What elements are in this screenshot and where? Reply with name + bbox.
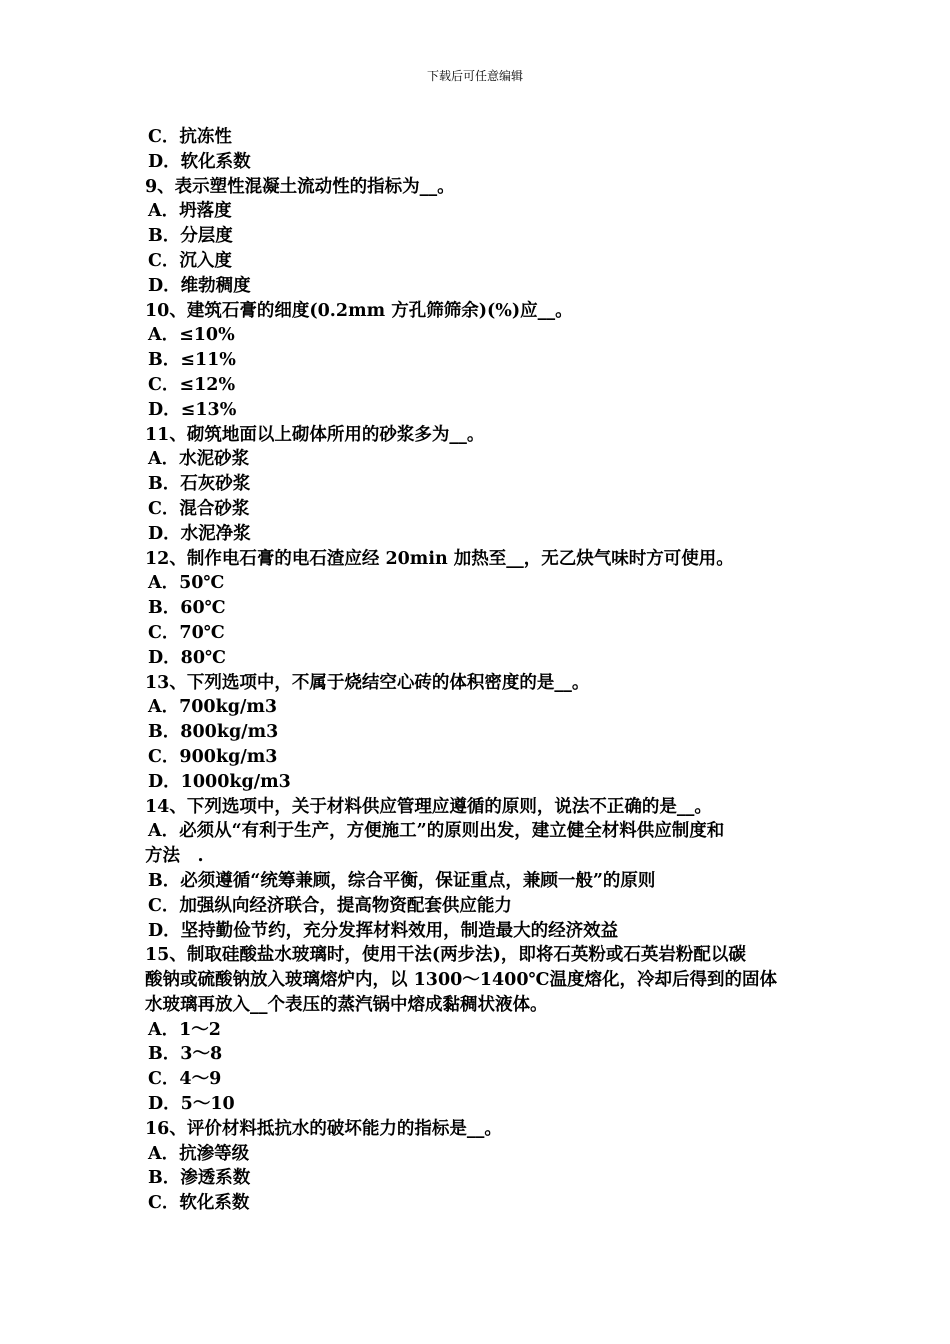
question-text: 14、下列选项中，关于材料供应管理应遵循的原则，说法不正确的是__。	[145, 796, 712, 817]
answer-option: C．900kg/m3	[148, 746, 278, 767]
answer-option: C．≤12%	[148, 374, 236, 395]
answer-option: D．软化系数	[148, 151, 251, 172]
answer-option: C．加强纵向经济联合，提高物资配套供应能力	[148, 895, 512, 916]
answer-option: D．水泥净浆	[148, 523, 251, 544]
answer-option: D．5～10	[148, 1094, 235, 1115]
answer-option: D．80℃	[148, 647, 226, 668]
question-text: 酸钠或硫酸钠放入玻璃熔炉内，以 1300～1400℃温度熔化，冷却后得到的固体	[145, 970, 777, 991]
answer-option: B．必须遵循“统筹兼顾，综合平衡，保证重点，兼顾一般”的原则	[148, 870, 656, 891]
answer-option: D．维勃稠度	[148, 275, 251, 296]
question-text: 方法 .	[145, 846, 204, 867]
answer-option: B．渗透系数	[148, 1168, 251, 1189]
answer-option: A．700kg/m3	[148, 697, 278, 718]
answer-option: A．≤10%	[148, 325, 235, 346]
question-text: 10、建筑石膏的细度(0.2mm 方孔筛筛余)(%)应__。	[145, 300, 573, 321]
answer-option: C．4～9	[148, 1069, 222, 1090]
answer-option: C．混合砂浆	[148, 498, 250, 519]
answer-option: B．石灰砂浆	[148, 474, 251, 495]
answer-option: C．抗冻性	[148, 127, 232, 147]
answer-option: C．沉入度	[148, 250, 232, 271]
question-text: 水玻璃再放入__个表压的蒸汽锅中熔成黏稠状液体。	[145, 994, 548, 1015]
answer-option: A．1～2	[148, 1019, 221, 1040]
answer-option: B．≤11%	[148, 350, 236, 371]
answer-option: D．1000kg/m3	[148, 771, 291, 792]
question-text: 13、下列选项中，不属于烧结空心砖的体积密度的是__。	[145, 672, 590, 693]
answer-option: B．60℃	[148, 598, 226, 619]
answer-option: B．3～8	[148, 1044, 223, 1065]
answer-option: A．必须从“有利于生产，方便施工”的原则出发，建立健全材料供应制度和	[148, 821, 725, 842]
answer-option: A．抗渗等级	[148, 1143, 250, 1164]
answer-option: B．800kg/m3	[148, 722, 279, 743]
question-list	[145, 125, 810, 1216]
answer-option: D．≤13%	[148, 399, 237, 420]
answer-option: A．坍落度	[148, 201, 232, 222]
answer-option: C．软化系数	[148, 1193, 250, 1214]
answer-option: B．分层度	[148, 226, 233, 247]
question-text: 15、制取硅酸盐水玻璃时，使用干法(两步法)，即将石英粉或石英岩粉配以碳	[145, 945, 746, 966]
answer-option: A．50℃	[148, 573, 225, 594]
answer-option: A．水泥砂浆	[148, 449, 250, 470]
question-text: 9、表示塑性混凝土流动性的指标为__。	[145, 176, 455, 197]
page-header: 下载后可任意编辑	[426, 69, 523, 83]
answer-option: D．坚持勤俭节约，充分发挥材料效用，制造最大的经济效益	[148, 920, 619, 941]
question-text: 11、砌筑地面以上砌体所用的砂浆多为__。	[145, 424, 485, 445]
answer-option: C．70℃	[148, 622, 225, 643]
question-text: 12、制作电石膏的电石渣应经 20min 加热至__，无乙炔气味时方可使用。	[145, 548, 734, 569]
question-text: 16、评价材料抵抗水的破坏能力的指标是__。	[145, 1118, 502, 1139]
